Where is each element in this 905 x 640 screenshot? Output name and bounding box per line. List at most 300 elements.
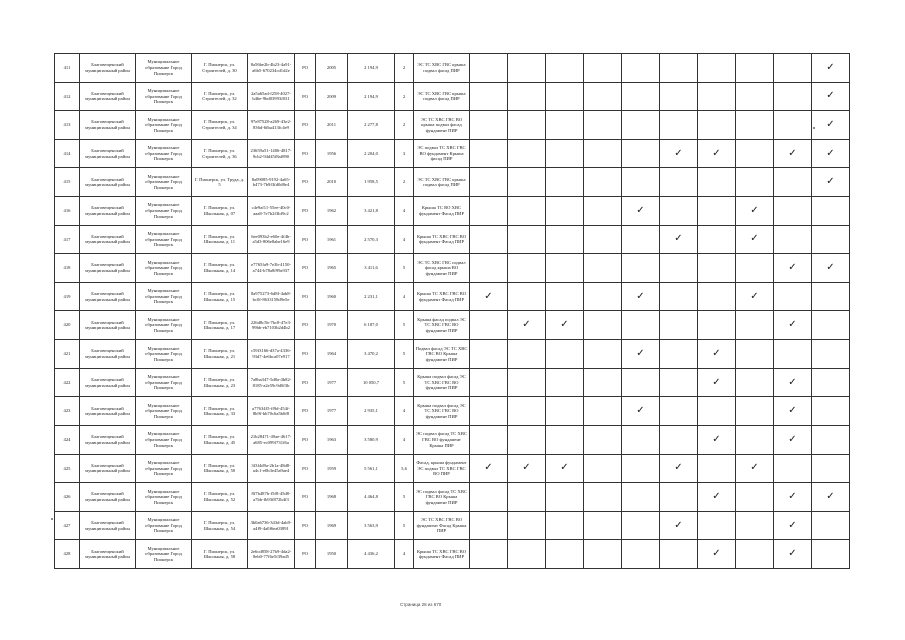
check-cell [470,540,508,569]
check-cell [736,82,774,111]
check-cell [736,111,774,140]
check-cell [508,397,546,426]
cell-works: Крыша ТС ХВС ГВС ВО фундамент Фасад ПИР [414,225,470,254]
cell-district: Благовещенский муниципальный район [80,111,136,140]
cell-address: Г. Пионерск, ул. Школьная, д. 11 [192,225,248,254]
cell-floors: 3 [395,139,414,168]
cell-no: 420 [55,311,80,340]
check-cell [546,82,584,111]
check-cell [546,111,584,140]
check-cell [470,82,508,111]
cell-area: 10 050,7 [348,368,395,397]
check-cell [584,540,622,569]
check-cell: ✓ [698,340,736,369]
cell-code: 2a5a65ad-f258-4027-b46e-9bd03993f031 [248,82,295,111]
table-row [55,225,850,254]
check-cell: ✓ [508,311,546,340]
cell-floors: 4 [395,225,414,254]
check-cell [508,425,546,454]
table-row [55,82,850,111]
check-cell [546,368,584,397]
check-cell [736,168,774,197]
cell-area: 1 958,5 [348,168,395,197]
check-cell [546,197,584,226]
check-cell [774,111,812,140]
cell-district: Благовещенский муниципальный район [80,254,136,283]
check-cell [660,397,698,426]
check-cell: ✓ [546,311,584,340]
cell-floors: 5 [395,368,414,397]
cell-year: 1950 [316,540,348,569]
check-cell: ✓ [622,397,660,426]
check-cell [812,197,850,226]
check-cell [774,340,812,369]
check-cell [584,111,622,140]
cell-no: 414 [55,139,80,168]
cell-type: PO [295,225,316,254]
cell-works: ЭС ТС ХВС ГВС ВО фундамент Фасад Крыша ПИР [414,511,470,540]
cell-municipality: Муниципальное образование Город Пионерск [136,425,192,454]
cell-works: Крыша подвал фасад ЭС ТС ХВС ГВС ВО фундамент ПИР [414,397,470,426]
check-cell [698,54,736,83]
cell-area: 2 194,9 [348,82,395,111]
cell-floors: 2 [395,82,414,111]
cell-works: Крыша ТС ХВС ГВС ВО фундамент Фасад ПИР [414,282,470,311]
cell-type: PO [295,511,316,540]
check-cell [774,168,812,197]
check-cell [584,225,622,254]
cell-area: 2 204,0 [348,139,395,168]
check-cell [660,82,698,111]
check-cell [622,139,660,168]
cell-works: ЭС ТС ХВС ГВС крыша подвал фасад ПИР [414,82,470,111]
cell-no: 419 [55,282,80,311]
check-cell [698,82,736,111]
check-cell: ✓ [774,483,812,512]
check-cell: ✓ [622,340,660,369]
check-cell [508,483,546,512]
cell-district: Благовещенский муниципальный район [80,139,136,168]
check-cell [584,397,622,426]
check-cell: ✓ [812,54,850,83]
check-cell [774,54,812,83]
check-cell [698,282,736,311]
check-cell [736,54,774,83]
cell-address: Г. Пионерск, ул. Строителей, д. 34 [192,111,248,140]
cell-area: 2 935,1 [348,397,395,426]
check-cell [812,340,850,369]
cell-area: 3 563,9 [348,511,395,540]
cell-address: Г. Пионерск, ул. Школьная, д. 50 [192,454,248,483]
check-cell [584,340,622,369]
cell-floors: 5 [395,311,414,340]
table-row [55,454,850,483]
table-row [55,311,850,340]
check-cell [736,311,774,340]
check-cell [584,168,622,197]
check-cell [660,483,698,512]
check-cell [546,511,584,540]
cell-works: Крыша ТС ХВС ГВС ВО фундамент Фасад ПИР [414,540,470,569]
cell-no: 426 [55,483,80,512]
cell-district: Благовещенский муниципальный район [80,540,136,569]
check-cell: ✓ [660,139,698,168]
table-row [55,139,850,168]
check-cell [774,82,812,111]
check-cell: ✓ [736,197,774,226]
check-cell [736,540,774,569]
check-cell [546,397,584,426]
check-cell [698,197,736,226]
check-cell [774,282,812,311]
check-cell [470,197,508,226]
cell-type: PO [295,197,316,226]
cell-code: c59f3166-d37a-4336-93d7-4e6bca07e917 [248,340,295,369]
check-cell [736,340,774,369]
check-cell: ✓ [698,368,736,397]
cell-code: 226d8c5b-7bc8-47e3-99bb-eb7103b2d4b2 [248,311,295,340]
check-cell [660,540,698,569]
check-cell [698,111,736,140]
table-row [55,340,850,369]
cell-works: Подвал фасад ЭС ТС ХВС ГВС ВО Крыша фундамент ПИР [414,340,470,369]
check-cell [812,311,850,340]
cell-year: 1970 [316,311,348,340]
cell-year: 1977 [316,368,348,397]
check-cell [812,425,850,454]
cell-district: Благовещенский муниципальный район [80,225,136,254]
check-cell [736,483,774,512]
cell-floors: 4 [395,282,414,311]
check-cell [508,197,546,226]
cell-code: 8a56be2b-4b23-4a91-a6b5-670234cd1d2e [248,54,295,83]
table-row [55,425,850,454]
cell-address: Г. Пионерск, ул. Школьная, д. 21 [192,340,248,369]
cell-year: 2011 [316,111,348,140]
cell-district: Благовещенский муниципальный район [80,454,136,483]
scan-speck [51,518,53,520]
cell-works: Крыша ТС ВО ХВС фундамент Фасад ПИР [414,197,470,226]
cell-district: Благовещенский муниципальный район [80,282,136,311]
table-row [55,397,850,426]
cell-type: PO [295,82,316,111]
check-cell [508,139,546,168]
cell-code: 6ee093b2-e60e-4f4b-a5d3-806e8abe16e9 [248,225,295,254]
check-cell [508,168,546,197]
cell-address: Г. Пионерск, ул. Школьная, д. 07 [192,197,248,226]
check-cell: ✓ [622,282,660,311]
cell-no: 416 [55,197,80,226]
cell-address: Г. Пионерск, ул. Строителей, д. 30 [192,54,248,83]
cell-municipality: Муниципальное образование Город Пионерск [136,397,192,426]
check-cell [698,454,736,483]
cell-type: PO [295,425,316,454]
cell-no: 412 [55,82,80,111]
check-cell [774,225,812,254]
cell-floors: 5,6 [395,454,414,483]
cell-year: 1959 [316,454,348,483]
check-cell: ✓ [470,282,508,311]
table-row [55,540,850,569]
cell-year: 2005 [316,54,348,83]
cell-code: 97e87528-a269-43e2-836d-6fba413fc4e9 [248,111,295,140]
check-cell: ✓ [470,454,508,483]
check-cell [508,340,546,369]
cell-floors: 5 [395,254,414,283]
cell-type: PO [295,139,316,168]
check-cell [470,425,508,454]
check-cell [812,225,850,254]
check-cell: ✓ [736,225,774,254]
check-cell [508,254,546,283]
cell-address: Г. Пионерск, ул. Школьная, д. 23 [192,368,248,397]
cell-code: e7765fa9-7e3b-4150-a744-b78a8f99a937 [248,254,295,283]
cell-floors: 2 [395,168,414,197]
check-cell: ✓ [698,139,736,168]
check-cell [508,82,546,111]
check-cell: ✓ [736,282,774,311]
check-cell: ✓ [622,197,660,226]
cell-year: 2009 [316,82,348,111]
cell-district: Благовещенский муниципальный район [80,397,136,426]
check-cell [736,397,774,426]
check-cell [622,54,660,83]
cell-district: Благовещенский муниципальный район [80,54,136,83]
check-cell [470,139,508,168]
check-cell [470,340,508,369]
check-cell [470,511,508,540]
cell-type: PO [295,311,316,340]
cell-year: 1963 [316,425,348,454]
check-cell: ✓ [812,483,850,512]
check-cell: ✓ [774,397,812,426]
cell-code: 21b28471-49ae-4617-a685-ec099f731f6a [248,425,295,454]
check-cell [508,540,546,569]
cell-address: Г. Пионерск, ул. Школьная, д. 54 [192,511,248,540]
cell-district: Благовещенский муниципальный район [80,368,136,397]
cell-floors: 2 [395,54,414,83]
check-cell [660,254,698,283]
cell-municipality: Муниципальное образование Город Пионерск [136,254,192,283]
cell-address: Г. Пионерск, ул. Школьная, д. 17 [192,311,248,340]
cell-area: 3 421,8 [348,197,395,226]
cell-municipality: Муниципальное образование Город Пионерск [136,340,192,369]
check-cell [546,168,584,197]
check-cell [812,397,850,426]
table-row [55,483,850,512]
cell-type: PO [295,282,316,311]
cell-municipality: Муниципальное образование Город Пионерск [136,311,192,340]
check-cell [660,340,698,369]
page-number: Страница 28 из 670 [400,602,442,607]
check-cell [508,225,546,254]
check-cell [508,282,546,311]
cell-type: PO [295,254,316,283]
cell-type: PO [295,340,316,369]
check-cell [660,368,698,397]
cell-no: 411 [55,54,80,83]
cell-year: 1965 [316,254,348,283]
cell-address: Г. Пионерск, ул. Школьная, д. 14 [192,254,248,283]
check-cell [698,168,736,197]
scan-speck [813,127,815,129]
check-cell [584,54,622,83]
table-row [55,254,850,283]
cell-code: c4e9af11-55ee-40c0-aaa8-7e7b2f3bf9c2 [248,197,295,226]
check-cell [812,368,850,397]
cell-district: Благовещенский муниципальный район [80,425,136,454]
check-cell: ✓ [660,511,698,540]
cell-type: PO [295,368,316,397]
check-cell: ✓ [774,425,812,454]
check-cell [698,225,736,254]
table-row [55,511,850,540]
cell-type: PO [295,454,316,483]
check-cell [660,168,698,197]
check-cell [470,368,508,397]
cell-year: 1956 [316,139,348,168]
cell-year: 1968 [316,483,348,512]
cell-area: 6 187,0 [348,311,395,340]
check-cell [584,511,622,540]
cell-municipality: Муниципальное образование Город Пионерск [136,368,192,397]
cell-works: Фасад, крыша фундамент ЭС подвал ТС ХВС ГВС ВО ПИР [414,454,470,483]
check-cell [546,254,584,283]
check-cell [698,397,736,426]
cell-area: 3 580,9 [348,425,395,454]
cell-year: 1960 [316,282,348,311]
check-cell [470,254,508,283]
check-cell [622,368,660,397]
check-cell [660,54,698,83]
table-row [55,197,850,226]
check-cell: ✓ [774,311,812,340]
cell-year: 1969 [316,511,348,540]
cell-code: 7a8ba347-5d8a-4b82-8185-a2e59c9d0f3b [248,368,295,397]
cell-district: Благовещенский муниципальный район [80,511,136,540]
cell-code: 8a975273-6d8f-4ab8-bc0f-8633158d9e5e [248,282,295,311]
cell-floors: 4 [395,425,414,454]
cell-address: Г. Пионерск, ул. Школьная, д. 58 [192,540,248,569]
cell-type: PO [295,540,316,569]
check-cell: ✓ [698,425,736,454]
cell-works: ЭС ТС ХВС ГВС крыша подвал фасад ПИР [414,168,470,197]
cell-address: Г. Пионерск, ул. Школьная, д. 33 [192,397,248,426]
check-cell [660,111,698,140]
cell-no: 421 [55,340,80,369]
cell-no: 425 [55,454,80,483]
check-cell: ✓ [774,368,812,397]
cell-floors: 4 [395,397,414,426]
check-cell: ✓ [774,511,812,540]
cell-address: Г. Пионерск, ул. Школьная, д. 15 [192,282,248,311]
check-cell [736,368,774,397]
check-cell [622,111,660,140]
cell-year: 1977 [316,397,348,426]
cell-district: Благовещенский муниципальный район [80,82,136,111]
check-cell [546,483,584,512]
cell-area: 3 411,6 [348,254,395,283]
table-row [55,282,850,311]
cell-municipality: Муниципальное образование Город Пионерск [136,282,192,311]
check-cell [508,511,546,540]
check-cell [470,111,508,140]
check-cell [508,111,546,140]
check-cell [546,139,584,168]
cell-area: 3 470,2 [348,340,395,369]
check-cell [546,282,584,311]
check-cell [622,454,660,483]
cell-address: Г. Пионерск, ул. Строителей, д. 32 [192,82,248,111]
check-cell: ✓ [812,111,850,140]
cell-floors: 4 [395,540,414,569]
check-cell [622,540,660,569]
check-cell [812,511,850,540]
check-cell: ✓ [698,483,736,512]
check-cell [698,311,736,340]
cell-floors: 5 [395,483,414,512]
cell-district: Благовещенский муниципальный район [80,483,136,512]
check-cell [736,139,774,168]
cell-municipality: Муниципальное образование Город Пионерск [136,82,192,111]
cell-municipality: Муниципальное образование Город Пионерск [136,225,192,254]
cell-type: PO [295,54,316,83]
table-row [55,368,850,397]
check-cell [736,254,774,283]
cell-municipality: Муниципальное образование Город Пионерск [136,197,192,226]
cell-address: Г. Пионерск, ул. Труда, д. 5 [192,168,248,197]
cell-municipality: Муниципальное образование Город Пионерск [136,454,192,483]
check-cell [584,282,622,311]
cell-code: 23659a51-1406-4817-9cb2-94d45f8af890 [248,139,295,168]
cell-district: Благовещенский муниципальный район [80,311,136,340]
check-cell [622,311,660,340]
cell-area: 5 561,1 [348,454,395,483]
check-cell: ✓ [546,454,584,483]
check-cell [812,540,850,569]
check-cell: ✓ [774,254,812,283]
check-cell [622,82,660,111]
cell-no: 415 [55,168,80,197]
check-cell [470,225,508,254]
check-cell: ✓ [774,540,812,569]
check-cell [508,368,546,397]
check-cell [546,340,584,369]
cell-address: Г. Пионерск, ул. Школьная, д. 52 [192,483,248,512]
check-cell [470,311,508,340]
table-row [55,54,850,83]
check-cell: ✓ [660,454,698,483]
cell-works: ЭС подвал фасад ТС ХВС ГВС ВО Крыша фундамент ПИР [414,483,470,512]
table-row [55,168,850,197]
cell-area: 4 436,2 [348,540,395,569]
cell-floors: 2 [395,111,414,140]
cell-no: 427 [55,511,80,540]
cell-code: a77634f5-ff9d-454f-8b9f-bb70c6a5b6f8 [248,397,295,426]
housing-register-table [54,53,850,569]
cell-no: 417 [55,225,80,254]
check-cell: ✓ [812,168,850,197]
cell-floors: 4 [395,197,414,226]
check-cell [736,425,774,454]
cell-year: 1964 [316,340,348,369]
cell-floors: 5 [395,511,414,540]
cell-municipality: Муниципальное образование Город Пионерск [136,168,192,197]
check-cell [584,483,622,512]
check-cell [584,139,622,168]
check-cell [622,483,660,512]
check-cell [660,282,698,311]
